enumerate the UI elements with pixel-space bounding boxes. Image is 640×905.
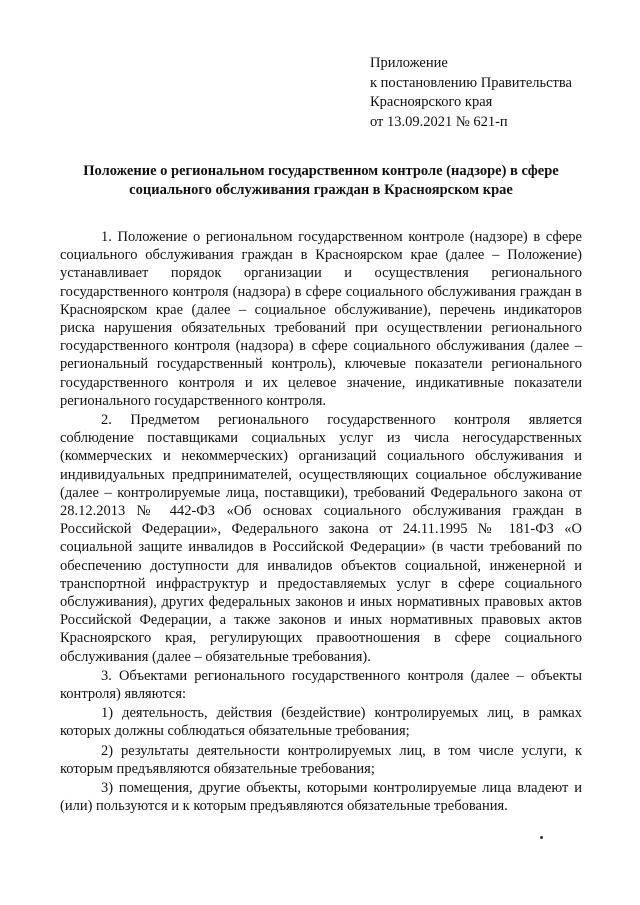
paragraph-2: 2. Предметом регионального государственного контроля является соблюдение поставщиками социальных услуг из числа негосударственных (коммерческих и некоммерческих) организаций социального обслуживания и индивидуальных предпринимателей, осуществляющих социальное обслуживание (далее – контролируемые лица, поставщики), требований Федерального закона от 28.12.2013 № 442-ФЗ «Об основах социального обслуживания граждан в Российской Федерации», Федерального закона от 24.11.1995 № 181-ФЗ «О социальной защите инвалидов в Российской Федерации» (в части требований по обеспечению доступности для инвалидов объектов социальной, инженерной и транспортной инфраструктур и предоставляемых услуг в сфере социального обслуживания), других федеральных законов и иных нормативных правовых актов Российской Федерации, а также законов и иных нормативных правовых актов Красноярского края, регулирующих правоотношения в сфере социального обслуживания (далее – обязательные требования).: [60, 412, 582, 665]
annex-line-appendix: Приложение: [370, 55, 448, 71]
paragraph-3-item-1: 1) деятельность, действия (бездействие) контролируемых лиц, в рамках которых должны соблюдаться обязательные требования;: [60, 705, 582, 740]
document-body: [60, 228, 582, 816]
annex-block: [370, 54, 630, 132]
annex-line-region: Красноярского края: [370, 94, 493, 110]
paragraph-3-item-2: 2) результаты деятельности контролируемых лиц, в том числе услуги, к которым предъявляются обязательные требования;: [60, 742, 582, 777]
document-title: Положение о региональном государственном контроле (надзоре) в сфере социального обслуживания граждан в Красноярском крае: [83, 163, 559, 198]
paragraph-1: 1. Положение о региональном государственном контроле (надзоре) в сфере социального обслуживания граждан в Красноярском крае (далее – Положение) устанавливает порядок организации и осуществления регионального государственного контроля (надзора) в сфере социального обслуживания граждан в Красноярском крае (далее – социальное обслуживание), перечень индикаторов риска нарушения обязательных требований при осуществлении регионального государственного контроля (надзора) в сфере социального обслуживания (далее – региональный государственный контроль), ключевые показатели регионального государственного контроля и их целевое значение, индикативные показатели регионального государственного контроля.: [60, 229, 582, 409]
annex-line-resolution: к постановлению Правительства: [370, 74, 572, 91]
scan-dot-mark: [540, 836, 543, 839]
annex-line-date-number: от 13.09.2021 № 621-п: [370, 113, 508, 130]
paragraph-3-item-3: 3) помещения, другие объекты, которыми контролируемые лица владеют и (или) пользуются и к которым предъявляются обязательные требования.: [60, 780, 582, 815]
paragraph-3: 3. Объектами регионального государственного контроля (далее – объекты контроля) являются:: [60, 667, 582, 703]
